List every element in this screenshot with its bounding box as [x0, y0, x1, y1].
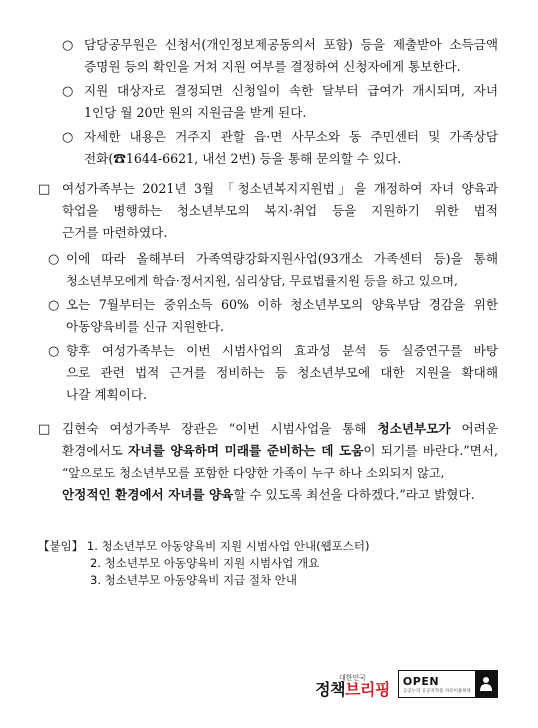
text-line: 향후 여성가족부는 이번 시범사업의 효과성 분석 등 실증연구를 바탕	[66, 343, 498, 358]
text-run: 어려운	[450, 421, 498, 436]
text-line: 학업을 병행하는 청소년부모의 복지·취업 등을 지원하기 위한 법적	[62, 203, 498, 218]
text-line: 전화(☎1644-6621, 내선 2번) 등을 통해 문의할 수 있다.	[84, 151, 402, 166]
square-bullet: □	[38, 182, 51, 197]
emphasis-text: 청소년부모가	[377, 421, 451, 436]
text-line: 오는 7월부터는 중위소득 60% 이하 청소년부모의 양육부담 경감을 위한	[66, 297, 498, 312]
policy-briefing-logo	[315, 675, 390, 698]
emphasis-text: 자녀를 양육하며 미래를 준비하는 데 도움	[128, 443, 364, 458]
bullet-paragraph	[84, 80, 498, 124]
footer-logos	[315, 670, 498, 698]
circle-bullet: ○	[48, 344, 60, 359]
attachment-list	[38, 538, 370, 589]
text-line: 증명원 등의 확인을 거쳐 지원 여부를 결정하여 신청자에게 통보한다.	[84, 59, 461, 74]
attachment-text: 1. 청소년부모 아동양육비 지원 시범사업 안내(웹포스터)	[86, 539, 370, 553]
open-subtitle: 공공누리 공공저작물 자유이용허락	[402, 688, 471, 694]
text-line: 근거를 마련하였다.	[62, 225, 168, 240]
text-line: 청소년부모에게 학습·정서지원, 심리상담, 무료법률지원 등을 하고 있으며,	[66, 274, 458, 288]
text-run: 김현숙 여성가족부 장관은 “이번 시범사업을 통해	[62, 421, 378, 436]
text-line	[62, 484, 498, 506]
brand-wordmark	[315, 680, 390, 699]
bullet-paragraph	[66, 294, 498, 338]
section-paragraph	[62, 178, 498, 244]
emphasis-text: 안정적인 환경에서 자녀를 양육	[62, 487, 234, 502]
circle-bullet: ○	[62, 84, 74, 99]
text-run: 이 되기를 바란다.”면서,	[363, 443, 498, 458]
open-badge-text	[399, 671, 475, 697]
bullet-paragraph	[84, 34, 498, 78]
circle-bullet: ○	[48, 252, 60, 267]
bullet-paragraph	[84, 126, 498, 170]
text-line: 나갈 계획이다.	[66, 387, 147, 402]
text-line: 으로 관련 법적 근거를 정비하는 등 청소년부모에 대한 지원을 확대해	[66, 365, 498, 380]
text-line: 1인당 월 20만 원의 지원금을 받게 된다.	[84, 105, 307, 120]
brand-caption: 대한민국	[338, 674, 367, 682]
attachment-item: 2. 청소년부모 아동양육비 지원 시범사업 개요	[90, 556, 320, 570]
text-line: 담당공무원은 신청서(개인정보제공동의서 포함) 등을 제출받아 소득금액	[84, 37, 498, 52]
quote-paragraph	[62, 418, 498, 506]
text-line	[62, 440, 498, 462]
bullet-paragraph	[66, 248, 498, 292]
square-bullet: □	[38, 422, 51, 437]
text-run: 환경에서도	[62, 443, 129, 458]
attachment-item	[38, 538, 370, 555]
circle-bullet: ○	[62, 130, 74, 145]
circle-bullet: ○	[62, 38, 74, 53]
kogl-open-badge	[398, 670, 498, 698]
attachment-item: 3. 청소년부모 아동양육비 지급 절차 안내	[90, 573, 297, 587]
text-line: 이에 따라 올해부터 가족역량강화지원사업(93개소 가족센터 등)을 통해	[66, 251, 498, 266]
text-line: “앞으로도 청소년부모를 포함한 다양한 가족이 누구 하나 소외되지 않고,	[62, 466, 445, 480]
brand-wordmark-part: 정책	[315, 680, 346, 699]
text-line: 아동양육비를 신규 지원한다.	[66, 319, 224, 334]
attachment-label: 【붙임】	[38, 539, 84, 553]
brand-wordmark-part: 브리핑	[345, 680, 390, 699]
open-wordmark: OPEN	[402, 674, 440, 688]
text-line: 자세한 내용은 거주지 관할 읍·면 사무소와 동 주민센터 및 가족상담	[84, 129, 498, 144]
text-line	[62, 418, 498, 440]
text-run: 할 수 있도록 최선을 다하겠다.”라고 밝혔다.	[233, 487, 475, 502]
bullet-paragraph	[66, 340, 498, 406]
person-icon	[475, 671, 497, 697]
circle-bullet: ○	[48, 298, 60, 313]
text-line: 지원 대상자로 결정되면 신청일이 속한 달부터 급여가 개시되며, 자녀	[84, 83, 498, 98]
text-line: 여성가족부는 2021년 3월 「청소년복지지원법」을 개정하여 자녀 양육과	[62, 181, 498, 196]
